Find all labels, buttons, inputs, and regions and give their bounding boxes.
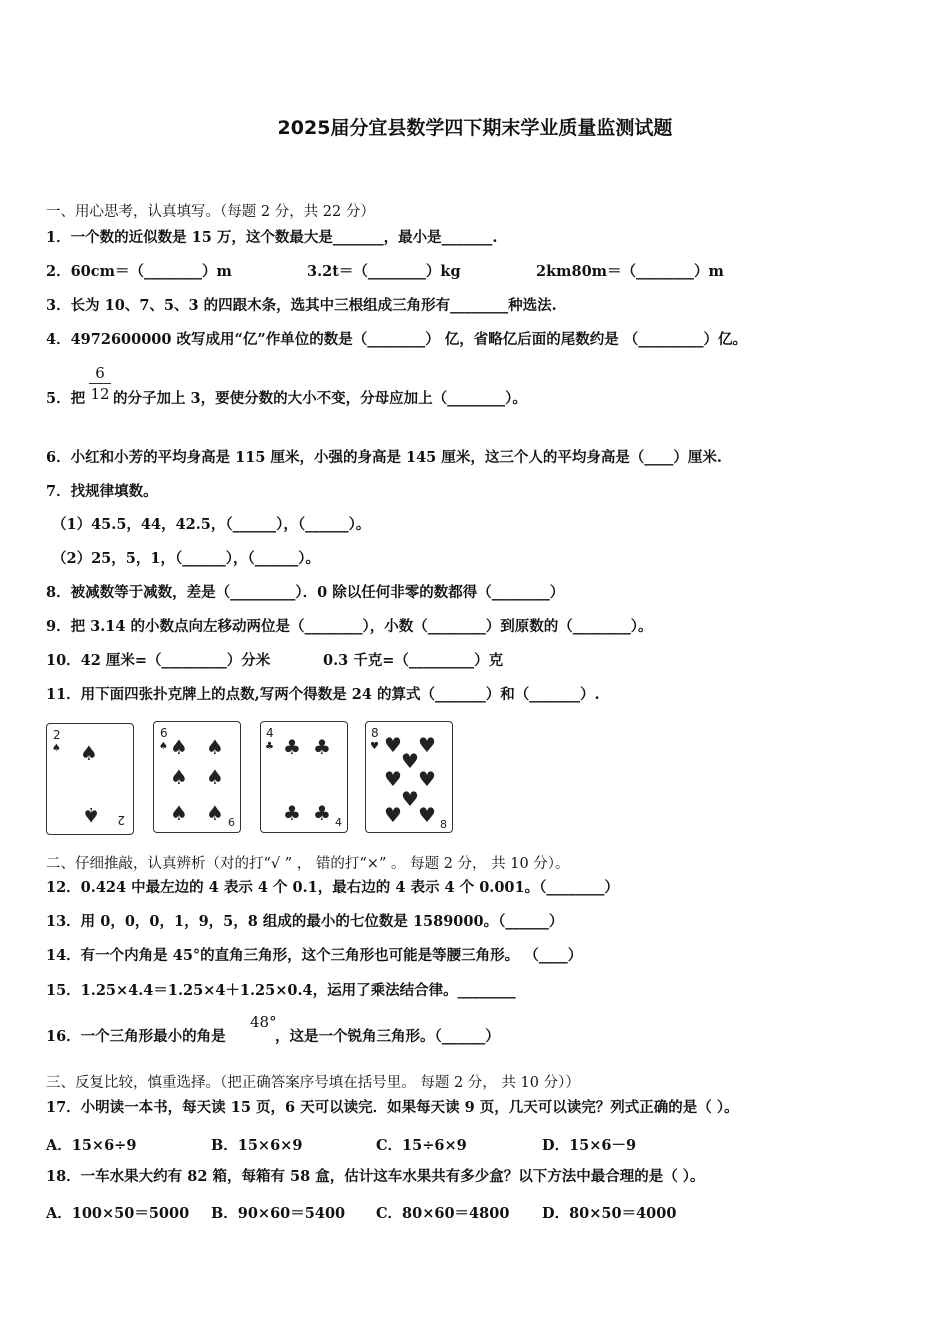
svg-text:4: 4 — [266, 726, 274, 740]
question-7-part-1: （1）45.5，44，42.5，（______），（______）。 — [52, 516, 371, 533]
question-15: 15．1.25×4.4＝1.25×4＋1.25×0.4，运用了乘法结合律。________ — [46, 982, 516, 999]
question-2b: 3.2t＝（________）kg — [307, 263, 461, 280]
section-1-heading: 一、用心思考，认真填写。（每题 2 分，共 22 分） — [46, 204, 375, 220]
question-5-suffix: 的分子加上 3，要使分数的大小不变，分母应加上（________）。 — [113, 390, 527, 407]
svg-text:♥: ♥ — [418, 803, 436, 827]
question-11: 11．用下面四张扑克牌上的点数,写两个得数是 24 的算式（_______）和（_______）. — [46, 686, 600, 703]
svg-text:♠: ♠ — [159, 741, 168, 752]
question-5-prefix: 5．把 — [46, 390, 86, 407]
question-9: 9．把 3.14 的小数点向左移动两位是（________），小数（________）到原数的（________）。 — [46, 618, 653, 635]
question-16-prefix: 16．一个三角形最小的角是 — [46, 1028, 226, 1045]
heart-icon — [366, 722, 452, 832]
svg-text:♠: ♠ — [80, 741, 98, 765]
svg-text:♠: ♠ — [170, 801, 188, 825]
svg-text:♠: ♠ — [52, 743, 61, 754]
svg-text:2: 2 — [117, 813, 125, 827]
fraction-bar — [89, 383, 111, 384]
question-18-option-c: C．80×60＝4800 — [376, 1205, 510, 1222]
svg-text:♥: ♥ — [418, 767, 436, 791]
svg-text:♠: ♠ — [206, 765, 224, 789]
question-10a: 10．42 厘米=（_________）分米 — [46, 652, 271, 669]
playing-card-8-hearts — [365, 721, 453, 833]
svg-text:♥: ♥ — [370, 741, 379, 752]
svg-text:8: 8 — [440, 818, 447, 831]
question-7-part-2: （2）25，5，1，（______），（______）。 — [52, 550, 320, 567]
section-2-heading: 二、仔细推敲，认真辨析（对的打“√ ” ， 错的打“×” 。 每题 2 分， 共 10 分）。 — [46, 856, 570, 872]
question-4: 4．4972600000 改写成用“亿”作单位的数是（________） 亿，省略亿后面的尾数约是 （_________）亿。 — [46, 331, 748, 348]
svg-text:6: 6 — [160, 726, 168, 740]
svg-text:♥: ♥ — [418, 733, 436, 757]
playing-card-6-spades — [153, 721, 241, 833]
svg-text:♣: ♣ — [313, 801, 331, 825]
question-2a: 2．60cm＝（________）m — [46, 263, 232, 280]
svg-text:4: 4 — [335, 816, 342, 829]
svg-text:2: 2 — [53, 728, 61, 742]
svg-text:6: 6 — [228, 816, 235, 829]
svg-text:♥: ♥ — [401, 787, 419, 811]
playing-card-4-clubs — [260, 721, 348, 833]
svg-text:♣: ♣ — [313, 735, 331, 759]
svg-text:8: 8 — [371, 726, 379, 740]
question-8: 8．被减数等于减数，差是（_________）．0 除以任何非零的数都得（________） — [46, 584, 565, 601]
question-18-option-d: D．80×50＝4000 — [542, 1205, 677, 1222]
svg-text:♥: ♥ — [384, 803, 402, 827]
angle-48-degrees: 48° — [250, 1013, 277, 1031]
spade-icon — [154, 722, 240, 832]
question-17-option-a: A．15×6÷9 — [46, 1137, 137, 1154]
question-6: 6．小红和小芳的平均身高是 115 厘米，小强的身高是 145 厘米，这三个人的平均身高是（____）厘米. — [46, 449, 722, 466]
svg-text:♠: ♠ — [170, 765, 188, 789]
svg-text:♠: ♠ — [206, 801, 224, 825]
question-12: 12．0.424 中最左边的 4 表示 4 个 0.1，最右边的 4 表示 4 个 0.001。（________） — [46, 879, 619, 896]
fraction-6-12 — [89, 364, 111, 403]
question-17-option-b: B．15×6×9 — [211, 1137, 303, 1154]
fraction-denominator: 12 — [90, 385, 110, 403]
section-3-heading: 三、反复比较，慎重选择。（把正确答案序号填在括号里。 每题 2 分， 共 10 分）） — [46, 1075, 580, 1091]
page-title: 2025届分宜县数学四下期末学业质量监测试题 — [277, 117, 673, 139]
svg-text:♠: ♠ — [170, 735, 188, 759]
svg-text:♥: ♥ — [384, 733, 402, 757]
playing-card-2-spades — [46, 723, 134, 835]
question-18: 18．一车水果大约有 82 箱，每箱有 58 盒，估计这车水果共有多少盒？以下方法中最合理的是（ ）。 — [46, 1168, 705, 1185]
fraction-numerator: 6 — [95, 364, 105, 382]
question-17-option-c: C．15÷6×9 — [376, 1137, 467, 1154]
svg-text:♠: ♠ — [82, 803, 100, 827]
question-16-suffix: ，这是一个锐角三角形。（______） — [275, 1028, 500, 1045]
svg-text:♥: ♥ — [384, 767, 402, 791]
question-18-option-b: B．90×60＝5400 — [211, 1205, 346, 1222]
svg-text:♣: ♣ — [283, 801, 301, 825]
club-icon — [261, 722, 347, 832]
svg-text:♠: ♠ — [206, 735, 224, 759]
question-18-option-a: A．100×50＝5000 — [46, 1205, 190, 1222]
question-17-option-d: D．15×6－9 — [542, 1137, 637, 1154]
question-1: 1．一个数的近似数是 15 万，这个数最大是_______，最小是_______. — [46, 229, 498, 246]
question-13: 13．用 0，0，0，1，9，5，8 组成的最小的七位数是 1589000。（______） — [46, 913, 564, 930]
question-2c: 2km80m＝（________）m — [536, 263, 724, 280]
question-17: 17．小明读一本书，每天读 15 页，6 天可以读完．如果每天读 9 页，几天可以读完？列式正确的是（ ）。 — [46, 1099, 739, 1116]
question-10b: 0.3 千克=（_________）克 — [323, 652, 504, 669]
svg-text:♣: ♣ — [265, 741, 274, 752]
svg-text:♥: ♥ — [401, 749, 419, 773]
question-3: 3．长为 10、7、5、3 的四跟木条，选其中三根组成三角形有________种选法. — [46, 297, 557, 314]
question-7: 7．找规律填数。 — [46, 483, 158, 500]
question-14: 14．有一个内角是 45°的直角三角形，这个三角形也可能是等腰三角形。 （____） — [46, 947, 583, 964]
svg-text:♣: ♣ — [283, 735, 301, 759]
spade-icon — [47, 724, 133, 834]
